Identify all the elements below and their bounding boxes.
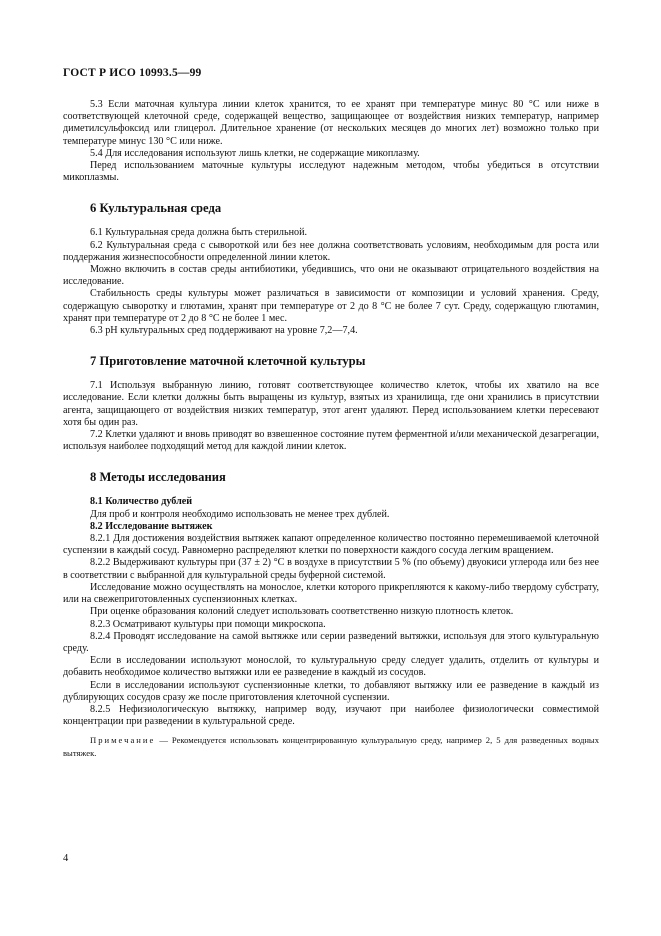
paragraph: 6.3 pH культуральных сред поддерживают на уровне 7,2—7,4. <box>90 325 358 337</box>
section-6-heading: 6 Культуральная среда <box>90 201 222 216</box>
paragraph: 8.2.1 Для достижения воздействия вытяжек капают определенное количество постоянно перемешиваемой клеточной суспензии в каждый сосуд. Равномерно распределяют клетки по поверхности каждого сосуда легким вращением. <box>63 533 599 557</box>
paragraph: Стабильность среды культуры может различаться в зависимости от композиции и условий хранения. Среду, содержащую сыворотку и глютамин, хранят при температуре от 2 до 8 °С не более 7 сут. Среду, содержащую глютамин, хранят при температуре от 2 до 8 °С не более 1 мес. <box>63 288 599 324</box>
paragraph: 8.2.2 Выдерживают культуры при (37 ± 2) °С в воздухе в присутствии 5 % (по объему) двуокиси углерода или без нее в соответствии с выбранной для культуральной среды буферной системой. <box>63 557 599 581</box>
subsection-8-2-heading: 8.2 Исследование вытяжек <box>90 520 213 532</box>
paragraph: Перед использованием маточные культуры исследуют надежным методом, чтобы убедиться в отсутствии микоплазмы. <box>63 160 599 184</box>
page-number: 4 <box>63 853 69 864</box>
paragraph: Если в исследовании используют суспензионные клетки, то добавляют вытяжку или ее разведение в каждый из дублирующих сосудов сразу же после приготовления клеточной суспензии. <box>63 679 599 703</box>
paragraph: Исследование можно осуществлять на монослое, клетки которого прикрепляются к какому-либо твердому субстрату, или на свежеприготовленных суспензионных клетках. <box>63 581 599 606</box>
paragraph: 7.1 Используя выбранную линию, готовят соответствующее количество клеток, чтобы их хватило на все исследование. Если клетки должны быть выращены из культур, взятых из хранилища, где они хранились в присутствии агента, защищающего от воздействия низких температур, этот агент удаляют. Перед использованием клетки пересевают хотя бы один раз. <box>63 380 599 428</box>
paragraph: При оценке образования колоний следует использовать соответственно низкую плотность клеток. <box>90 606 514 618</box>
paragraph: 7.2 Клетки удаляют и вновь приводят во взвешенное состояние путем ферментной и/или механической дезагрегации, используя наиболее подходящий метод для каждой линии клеток. <box>63 429 599 453</box>
section-7-heading: 7 Приготовление маточной клеточной культуры <box>90 354 366 369</box>
section-8-heading: 8 Методы исследования <box>90 470 226 485</box>
note-label: Примечание <box>90 735 156 746</box>
paragraph: Можно включить в состав среды антибиотики, убедившись, что они не оказывают отрицательного воздействия на исследование. <box>63 264 599 288</box>
document-body <box>63 99 599 759</box>
standard-header: ГОСТ Р ИСО 10993.5—99 <box>63 67 202 79</box>
note-text: — Рекомендуется использовать концентрированную культуральную среду, например 2, 5 для разведенных водных вытяжек. <box>63 735 599 758</box>
paragraph: 6.2 Культуральная среда с сывороткой или без нее должна соответствовать условиям, необходимым для роста или поддержания жизнеспособности определенной линии клеток. <box>63 239 599 263</box>
subsection-8-1-heading: 8.1 Количество дублей <box>90 496 193 508</box>
paragraph: 5.3 Если маточная культура линии клеток хранится, то ее хранят при температуре минус 80 °С или ниже в соответствующей клеточной среде, содержащей вещество, защищающее от воздействия низких температур, например диметилсульфоксид или глицерол. Длительное хранение (от нескольких месяцев до многих лет) возможно только при температуре минус 130 °С или ниже. <box>63 99 599 147</box>
paragraph: 8.2.3 Осматривают культуры при помощи микроскопа. <box>90 618 326 630</box>
paragraph: 8.2.4 Проводят исследование на самой вытяжке или серии разведений вытяжки, используя для этого культуральную среду. <box>63 630 599 654</box>
paragraph: 8.2.5 Нефизиологическую вытяжку, например воду, изучают при наиболее физиологически совместимой концентрации при разведении в культуральной среде. <box>63 703 599 728</box>
paragraph: Для проб и контроля необходимо использовать не менее трех дублей. <box>90 508 390 520</box>
paragraph: 6.1 Культуральная среда должна быть стерильной. <box>90 227 308 239</box>
paragraph: Если в исследовании используют монослой, то культуральную среду следует удалить, отделить от культуры и добавить необходимое количество вытяжки или ее разведение в каждый из сосудов. <box>63 655 599 679</box>
note <box>63 734 599 758</box>
paragraph: 5.4 Для исследования используют лишь клетки, не содержащие микоплазму. <box>90 147 420 159</box>
